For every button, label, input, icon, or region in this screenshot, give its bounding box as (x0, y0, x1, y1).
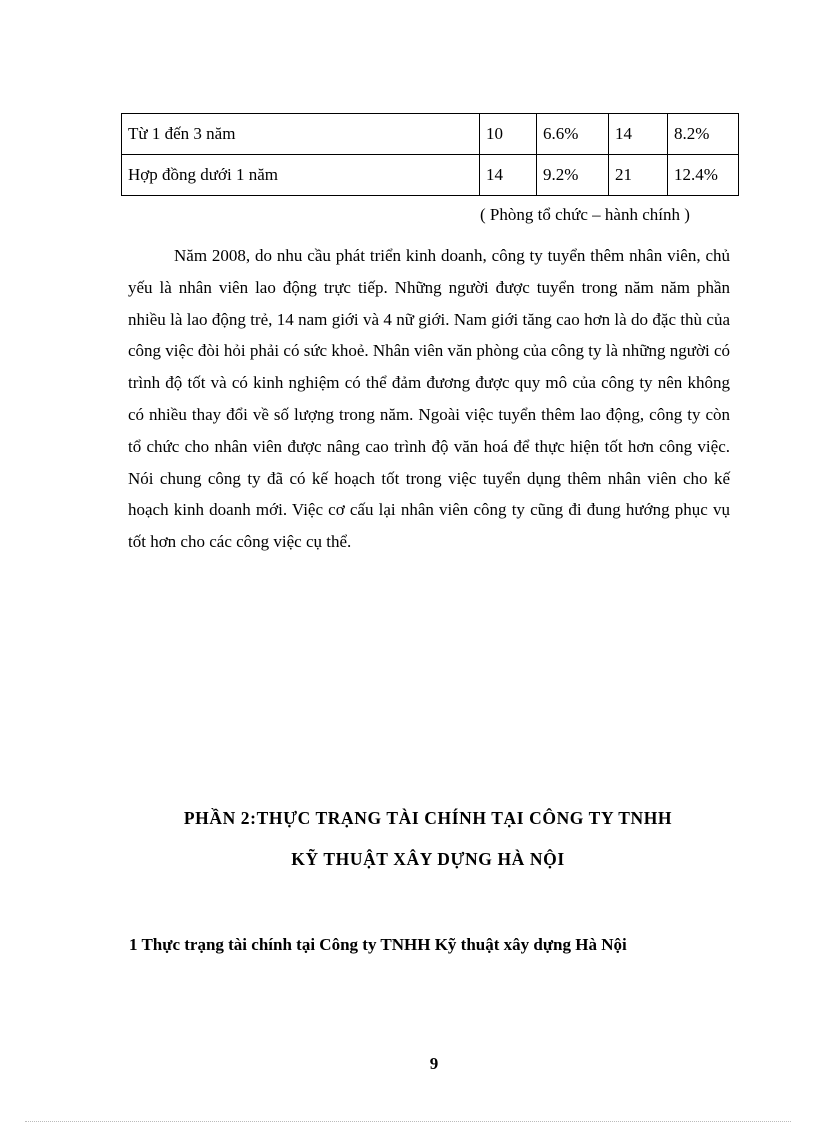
table-row (122, 114, 739, 155)
row-label: Hợp đồng dưới 1 năm (122, 155, 480, 196)
row-label: Từ 1 đến 3 năm (122, 114, 480, 155)
table-row (122, 155, 739, 196)
percent-2007: 9.2% (537, 155, 609, 196)
personnel-table-wrapper (121, 113, 738, 196)
count-2008: 14 (609, 114, 668, 155)
section-heading-line-1: PHẦN 2:THỰC TRẠNG TÀI CHÍNH TẠI CÔNG TY TNHH (183, 808, 673, 828)
count-2007: 10 (480, 114, 537, 155)
count-2008: 21 (609, 155, 668, 196)
percent-2007: 6.6% (537, 114, 609, 155)
body-paragraph: Năm 2008, do nhu cầu phát triển kinh doanh, công ty tuyển thêm nhân viên, chủ yếu là nhân viên lao động trực tiếp. Những người được tuyển trong năm năm phần nhiều là lao động trẻ, 14 nam giới và 4 nữ giới. Nam giới tăng cao hơn là do đặc thù của công việc đòi hỏi phải có sức khoẻ. Nhân viên văn phòng của công ty là những người có trình độ tốt và có kinh nghiệm có thể đảm đương được quy mô của công ty nên không có nhiều thay đổi về số lượng trong năm. Ngoài việc tuyển thêm lao động, công ty còn tổ chức cho nhân viên được nâng cao trình độ văn hoá để thực hiện tốt hơn công việc. Nói chung công ty đã có kế hoạch tốt trong việc tuyển dụng thêm nhân viên cho kế hoạch kinh doanh mới. Việc cơ cấu lại nhân viên công ty cũng đi đung hướng phục vụ tốt hơn cho các công việc cụ thể. (128, 246, 730, 552)
table-source-note: ( Phòng tổ chức – hành chính ) (480, 205, 690, 224)
personnel-table (121, 113, 739, 196)
percent-2008: 12.4% (668, 155, 739, 196)
page-number: 9 (429, 1054, 439, 1073)
subsection-heading: 1 Thực trạng tài chính tại Công ty TNHH Kỹ thuật xây dựng Hà Nội (129, 935, 627, 954)
percent-2008: 8.2% (668, 114, 739, 155)
count-2007: 14 (480, 155, 537, 196)
page-bottom-divider (25, 1121, 791, 1122)
section-heading-line-2: KỸ THUẬT XÂY DỰNG HÀ NỘI (291, 849, 565, 869)
